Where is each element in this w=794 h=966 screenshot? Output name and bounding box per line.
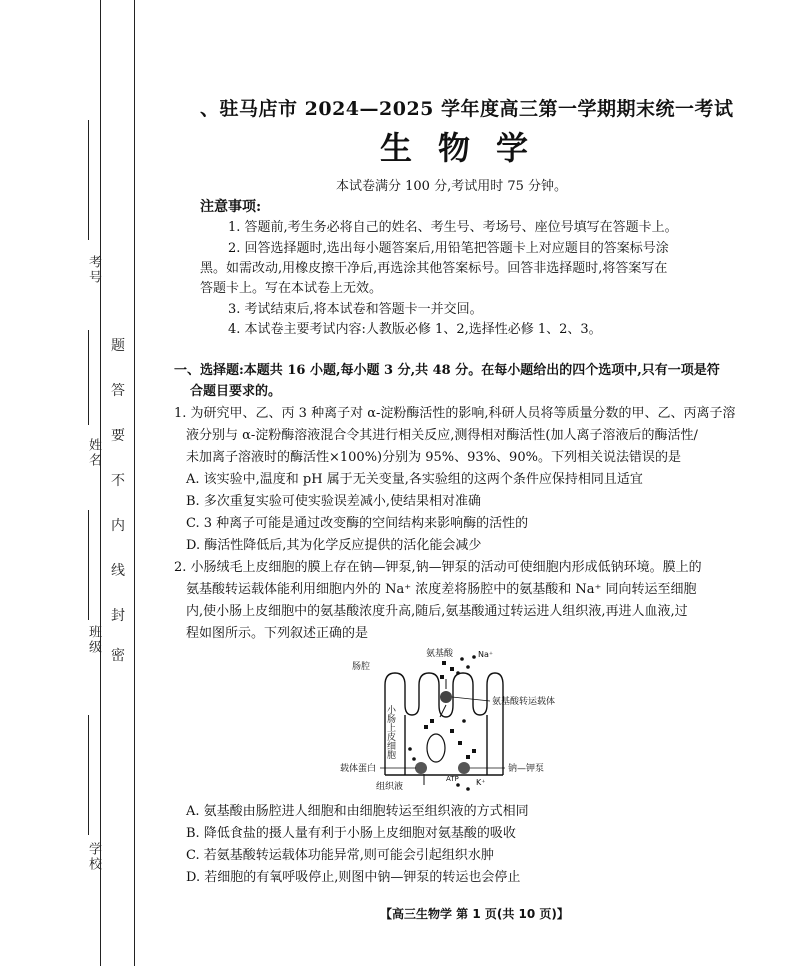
q2-option-a: A. 氨基酸由肠腔进人细胞和由细胞转运至组织液的方式相同 (186, 804, 529, 819)
exam-number-label: 考号 (86, 255, 101, 285)
binding-line-outer (100, 0, 101, 966)
label-carrier-protein: 载体蛋白 (340, 764, 377, 774)
notice-item: 1. 答题前,考生务必将自己的姓名、考生号、考场号、座位号填写在答题卡上。 (228, 220, 678, 235)
q1-stem: 1. 为研究甲、乙、丙 3 种离子对 α-淀粉酶活性的影响,科研人员将等质量分数的甲、乙、丙离子溶 (174, 406, 736, 421)
title-mark: 、 (200, 98, 220, 120)
q2-stem: 2. 小肠绒毛上皮细胞的膜上存在钠—钾泵,钠—钾泵的活动可使细胞内形成低钠环境。膜上的 (174, 560, 702, 575)
exam-title (200, 94, 760, 121)
q1-stem: 未加离子溶液时的酶活性×100%)分别为 95%、93%、90%。下列相关说法错误的是 (186, 450, 681, 465)
section-heading: 一、选择题:本题共 16 小题,每小题 3 分,共 48 分。在每小题给出的四个选项中,只有一项是符 (174, 363, 720, 378)
seal-char: 内 (111, 518, 125, 534)
label-atp: ATP (446, 775, 459, 783)
label-k: K⁺ (476, 778, 486, 787)
name-blank[interactable] (88, 330, 89, 425)
label-pump: 钠—钾泵 (508, 764, 545, 774)
name-label: 姓名 (86, 438, 101, 468)
label-lumen: 肠腔 (352, 662, 371, 672)
q1-stem: 液分别与 α-淀粉酶溶液混合令其进行相关反应,测得相对酶活性(加人离子溶液后的酶活性/ (186, 428, 698, 443)
exam-number-blank[interactable] (88, 120, 89, 240)
seal-char: 要 (111, 428, 125, 444)
seal-char: 答 (111, 383, 125, 399)
notice-item: 3. 考试结束后,将本试卷和答题卡一并交回。 (228, 302, 483, 317)
q1-option-b: B. 多次重复实验可使实验误差减小,使结果相对准确 (186, 494, 481, 509)
school-label: 学校 (86, 842, 101, 872)
notice-item: 黑。如需改动,用橡皮擦干净后,再选涂其他答案标号。回答非选择题时,将答案写在 (200, 261, 668, 276)
seal-char: 不 (111, 473, 125, 489)
class-blank[interactable] (88, 510, 89, 620)
q2-option-c: C. 若氨基酸转运载体功能异常,则可能会引起组织水肿 (186, 848, 494, 863)
notice-item: 答题卡上。写在本试卷上无效。 (200, 281, 383, 296)
q1-option-a: A. 该实验中,温度和 pH 属于无关变量,各实验组的这两个条件应保持相同且适宜 (186, 472, 643, 487)
label-na: Na⁺ (478, 650, 494, 659)
seal-char: 题 (111, 338, 125, 354)
section-heading: 合题目要求的。 (190, 384, 282, 399)
seal-char: 封 (111, 608, 125, 624)
binding-line-inner (134, 0, 135, 966)
label-tissue-fluid: 组织液 (376, 782, 404, 792)
q1-option-d: D. 酶活性降低后,其为化学反应提供的活化能会减少 (186, 538, 482, 553)
label-transporter: 氨基酸转运载体 (492, 697, 556, 707)
notice-item: 4. 本试卷主要考试内容:人教版必修 1、2,选择性必修 1、2、3。 (228, 322, 602, 337)
score-time: 本试卷满分 100 分,考试用时 75 分钟。 (336, 179, 568, 194)
notice-item: 2. 回答选择题时,选出每小题答案后,用铅笔把答题卡上对应题目的答案标号涂 (228, 241, 669, 256)
exam-title-text: 驻马店市 2024—2025 学年度高三第一学期期末统一考试 (219, 98, 734, 120)
q2-stem: 氨基酸转运载体能利用细胞内外的 Na⁺ 浓度差将肠腔中的氨基酸和 Na⁺ 同向转运至细胞 (186, 582, 697, 597)
q2-stem: 程如图所示。下列叙述正确的是 (186, 626, 369, 641)
class-label: 班级 (86, 625, 101, 655)
q2-option-b: B. 降低食盐的摄人量有利于小肠上皮细胞对氨基酸的吸收 (186, 826, 516, 841)
label-cell: 小肠上皮细胞 (385, 705, 395, 759)
school-blank[interactable] (88, 715, 89, 835)
notice-title: 注意事项: (200, 199, 262, 215)
page-footer: 【高三生物学 第 1 页(共 10 页)】 (380, 907, 569, 921)
subject-title: 生物学 (379, 129, 554, 167)
seal-char: 密 (111, 648, 125, 664)
label-amino-acid: 氨基酸 (426, 649, 454, 659)
intestinal-cell-diagram (340, 645, 610, 795)
seal-char: 线 (111, 563, 125, 579)
q2-option-d: D. 若细胞的有氧呼吸停止,则图中钠—钾泵的转运也会停止 (186, 870, 521, 885)
q1-option-c: C. 3 种离子可能是通过改变酶的空间结构来影响酶的活性的 (186, 516, 529, 531)
q2-stem: 内,使小肠上皮细胞中的氨基酸浓度升高,随后,氨基酸通过转运进人组织液,再进人血液,过 (186, 604, 688, 619)
